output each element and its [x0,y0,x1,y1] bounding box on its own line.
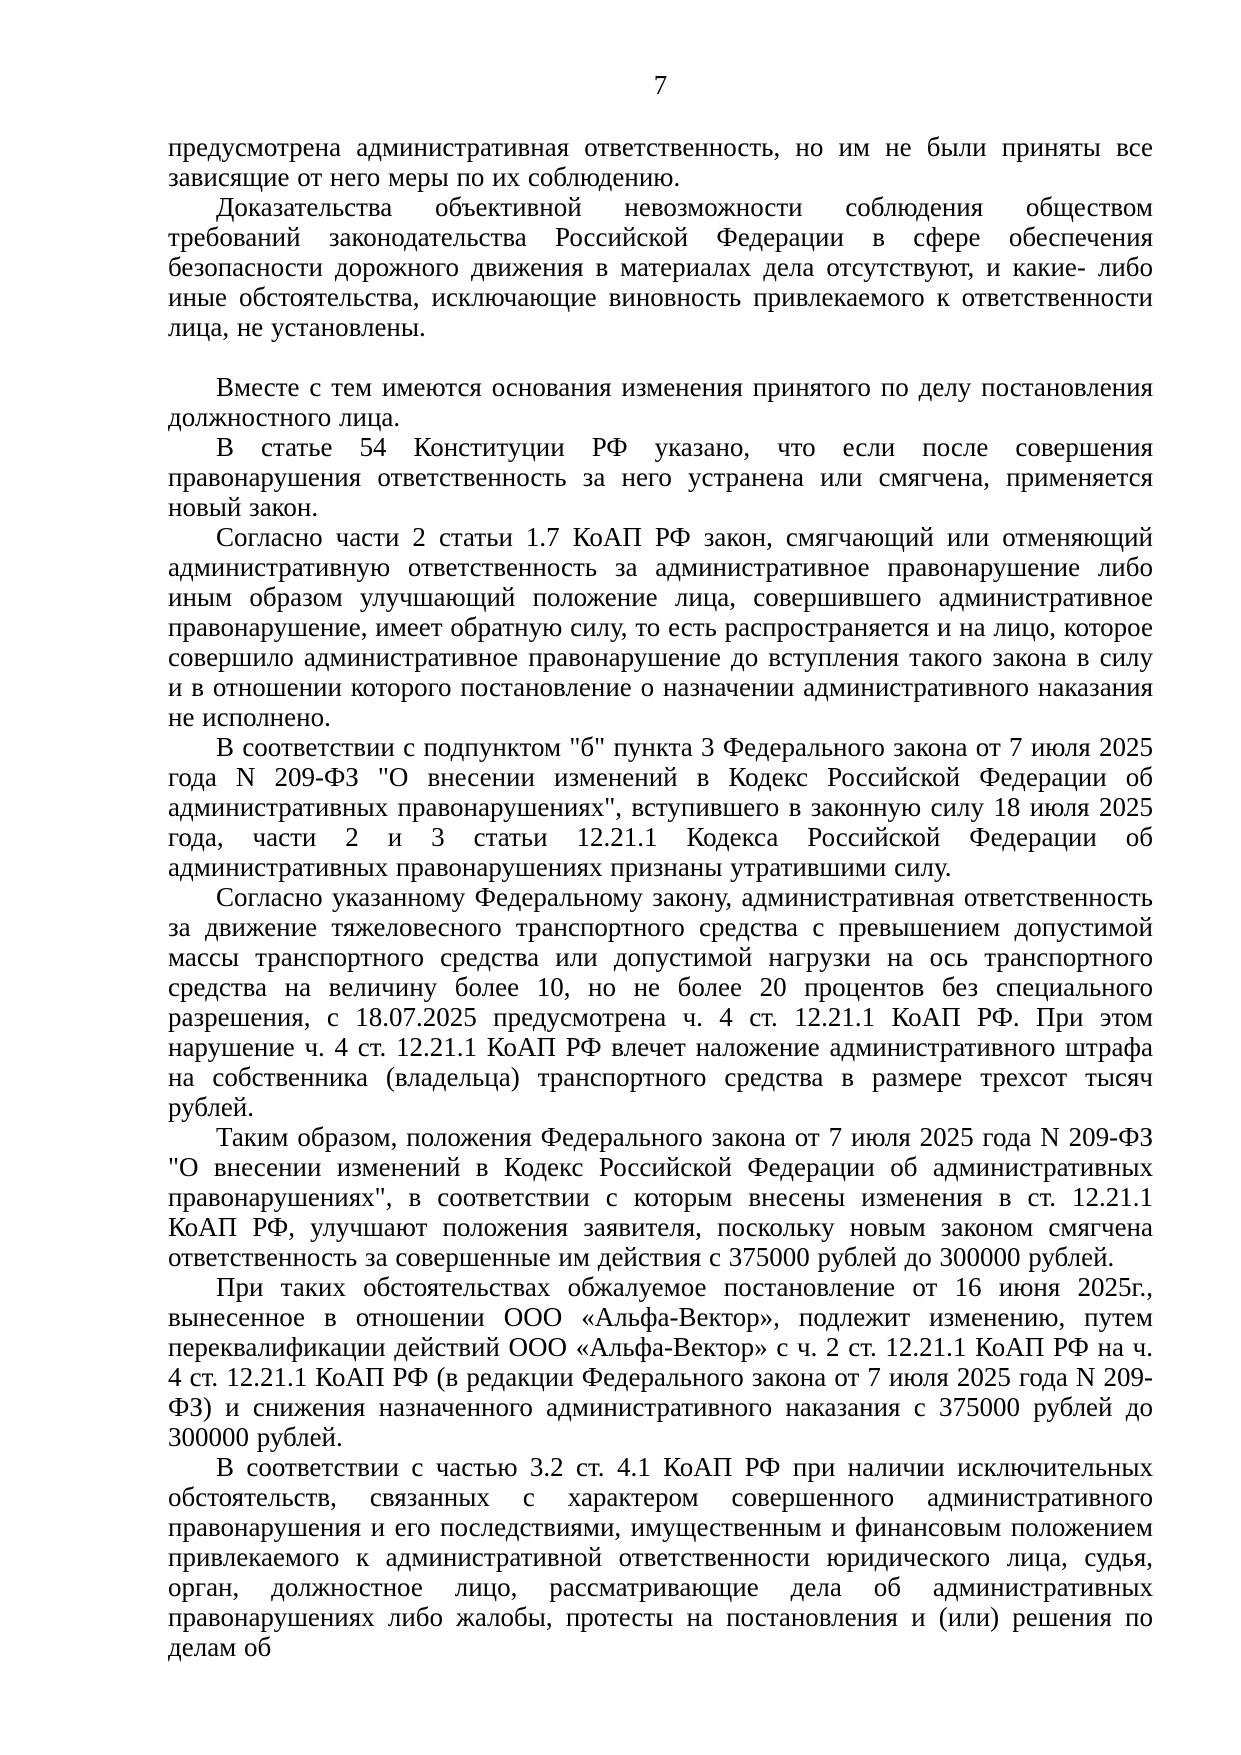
paragraph: Согласно части 2 статьи 1.7 КоАП РФ закон, смягчающий или отменяющий административную ответственность за административное правонарушение либо иным образом улучшающий положение лица, совершившего административное правонарушение, имеет обратную силу, то есть распространяется и на лицо, которое совершило административное правонарушение до вступления такого закона в силу и в отношении которого постановление о назначении административного наказания не исполнено. [168,522,1153,732]
paragraph: В статье 54 Конституции РФ указано, что если после совершения правонарушения ответственность за него устранена или смягчена, применяется новый закон. [168,432,1153,522]
paragraph: В соответствии с подпунктом "б" пункта 3 Федерального закона от 7 июля 2025 года N 209-ФЗ "О внесении изменений в Кодекс Российской Федерации об административных правонарушениях", вступившего в законную силу 18 июля 2025 года, части 2 и 3 статьи 12.21.1 Кодекса Российской Федерации об административных правонарушениях признаны утратившими силу. [168,732,1153,882]
page-number: 7 [653,70,668,100]
paragraph: предусмотрена административная ответственность, но им не были приняты все зависящие от него меры по их соблюдению. [168,132,1153,192]
paragraph: Таким образом, положения Федерального закона от 7 июля 2025 года N 209-ФЗ "О внесении изменений в Кодекс Российской Федерации об административных правонарушениях", в соответствии с которым внесены изменения в ст. 12.21.1 КоАП РФ, улучшают положения заявителя, поскольку новым законом смягчена ответственность за совершенные им действия с 375000 рублей до 300000 рублей. [168,1122,1153,1272]
blank-line [168,342,1153,372]
paragraph: Вместе с тем имеются основания изменения принятого по делу постановления должностного лица. [168,372,1153,432]
paragraph: Согласно указанному Федеральному закону, административная ответственность за движение тяжеловесного транспортного средства с превышением допустимой массы транспортного средства или допустимой нагрузки на ось транспортного средства на величину более 10, но не более 20 процентов без специального разрешения, с 18.07.2025 предусмотрена ч. 4 ст. 12.21.1 КоАП РФ. При этом нарушение ч. 4 ст. 12.21.1 КоАП РФ влечет наложение административного штрафа на собственника (владельца) транспортного средства в размере трехсот тысяч рублей. [168,882,1153,1122]
paragraph: В соответствии с частью 3.2 ст. 4.1 КоАП РФ при наличии исключительных обстоятельств, связанных с характером совершенного административного правонарушения и его последствиями, имущественным и финансовым положением привлекаемого к административной ответственности юридического лица, судья, орган, должностное лицо, рассматривающие дела об административных правонарушениях либо жалобы, протесты на постановления и (или) решения по делам об [168,1452,1153,1662]
document-content [168,70,1153,1662]
paragraph: Доказательства объективной невозможности соблюдения обществом требований законодательства Российской Федерации в сфере обеспечения безопасности дорожного движения в материалах дела отсутствуют, и какие- либо иные обстоятельства, исключающие виновность привлекаемого к ответственности лица, не установлены. [168,192,1153,342]
paragraph: При таких обстоятельствах обжалуемое постановление от 16 июня 2025г., вынесенное в отношении ООО «Альфа-Вектор», подлежит изменению, путем переквалификации действий ООО «Альфа-Вектор» с ч. 2 ст. 12.21.1 КоАП РФ на ч. 4 ст. 12.21.1 КоАП РФ (в редакции Федерального закона от 7 июля 2025 года N 209-ФЗ) и снижения назначенного административного наказания с 375000 рублей до 300000 рублей. [168,1272,1153,1452]
document-body [168,132,1153,1662]
